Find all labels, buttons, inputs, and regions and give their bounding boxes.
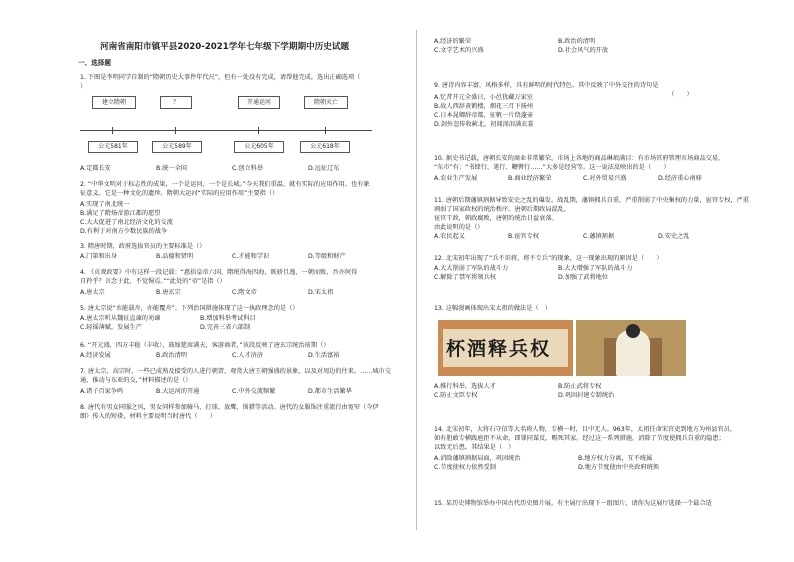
q8-option-b: B.政治的清明: [558, 38, 596, 45]
q2-option-a: A.实现了南北统一: [80, 201, 130, 208]
q6-option-c: C.人才济济: [232, 352, 264, 359]
q1-line1: 1. 下图是李明同学自制的“隋朝历史大事件年代尺”，但有一处没有完成，请帮他完成，选出正确选项（: [80, 74, 361, 81]
q9-option-b: B.故人西辞黄鹤楼，烟花三月下扬州: [434, 103, 534, 110]
section-heading: 一、选择题: [78, 59, 111, 67]
q11-option-b: B.宦官专权: [508, 233, 539, 240]
q11-line4: 由此说明的是（）: [434, 224, 484, 231]
q14-option-c: C.节度使权力依然受制: [434, 464, 496, 471]
timeline-axis: [80, 130, 372, 131]
exam-title: 河南省南阳市镇平县2020-2021学年七年级下学期期中历史试题: [100, 42, 350, 52]
q3-option-b: B.品德和贤明: [156, 253, 194, 260]
q7-line1: 7. 唐太宗、高宗时，一些已成熟及接受的人进行朝贺，观赏大唐王朝强盛的景象，以及对周边的往来。……城市交: [80, 368, 392, 375]
q2-option-c: C.大大促进了南北经济文化的交流: [80, 219, 173, 226]
timeline-year-2: 公元589年: [152, 141, 202, 153]
q7-option-b: B.大运河的开通: [156, 388, 200, 395]
q9-option-d: D.剑外忽传收蓟北，初闻涕泪满衣裳: [434, 121, 534, 128]
q7-option-a: A.诸子百家争鸣: [80, 388, 124, 395]
q12-option-a: A.大大削弱了军队的战斗力: [434, 265, 509, 272]
q10-line1: 10. 据史书记载，唐朝长安的商业非常繁荣，市场上各地的商品琳琅满目：有市场官府管理市场商品交易，: [434, 155, 725, 162]
q1-line2: ）: [80, 83, 87, 90]
timeline-tick: [325, 127, 326, 134]
q14-option-b: B.地方权力分离，互不统属: [578, 455, 653, 462]
banner-text: 杯酒释兵权: [446, 338, 552, 360]
q10-option-c: C.对外贸易兴盛: [583, 175, 627, 182]
q3-option-d: D.等级和财产: [308, 253, 346, 260]
timeline-box-3: 开通运河: [238, 96, 280, 109]
q11-line3: 宦官干政，朝政腐败，唐朝的统治日益衰落。: [434, 215, 558, 222]
timeline-year-4: 公元618年: [300, 141, 350, 153]
q5-option-c: C.轻徭薄赋，发展生产: [80, 324, 142, 331]
q12-option-c: C.解除了禁军将领兵权: [434, 274, 496, 281]
q8-option-d: D.社会风气的开放: [558, 47, 609, 54]
timeline-box-2: ？: [160, 96, 192, 109]
q4-option-a: A.唐太宗: [80, 289, 105, 296]
q10-option-b: B.商业经济繁荣: [508, 175, 552, 182]
q7-line2: 通，推动与东亚的交，”材料描述的是（）: [80, 377, 192, 384]
q13-option-b: B.防止武将专权: [558, 383, 602, 390]
q11-option-a: A.农民起义: [434, 233, 465, 240]
column-divider: [416, 30, 417, 530]
q2-line2: 征意义。它是一种文化的遗珍。隋朝大运河“实际的应用作用”主要指（）: [80, 190, 279, 197]
q7-option-c: C.中外交流频繁: [232, 388, 276, 395]
q11-option-d: D.安史之乱: [658, 233, 690, 240]
q5-option-a: A.唐太宗听从魏征直谏的劝谏: [80, 315, 161, 322]
q10-option-d: D.经济重心南移: [658, 175, 702, 182]
portrait-head: [626, 324, 640, 338]
q8-line1: 8. 唐代有男女同服之风，男女同样参加骑马、打球、放鹰、围猎等活动。唐代的女服饰注重流行由宽窄（今伊: [80, 404, 379, 411]
q9-line2: （ ）: [668, 91, 693, 98]
q14-option-a: A.消除藩镇割据局面，巩固统治: [434, 455, 521, 462]
q12-option-b: B.大大增强了军队的战斗力: [558, 265, 633, 272]
right-column: [428, 0, 749, 562]
timeline-box-4: 隋朝灭亡: [304, 96, 348, 109]
q8-line2: 朗）传入的短褂，材料主要说明当时唐代（ ）: [80, 413, 217, 420]
q14-line1: 14. 北宋初年，大将石守信等大名将人物，专横一时，目中无人。963年，太祖任命宋官吏到地方为州县官员，: [434, 426, 737, 433]
q2-option-d: D.有利于对南方少数民族的战争: [80, 228, 168, 235]
q1-option-b: B.统一全国: [156, 165, 187, 172]
q13-text: 13. 这幅漫画体现出宋太祖的做法是（ ）: [434, 305, 551, 312]
q4-option-b: B.唐玄宗: [156, 289, 181, 296]
q15-text: 15. 某历史博物馆举办中国古代历史图片展，有主展厅出现下一组图片，请你为这展厅选择一个最合适: [434, 500, 712, 507]
q14-line3: 以致无后患。其结果是（ ）: [434, 444, 515, 451]
q2-line1: 2. “中华文明对于标志性的成果，一个是运河，一个是长城。”今天我们重温，就有实际的应用作用。也有象: [80, 181, 370, 188]
q6-option-d: D.生活富裕: [308, 352, 340, 359]
q12-text: 12. 北宋初年出现了“兵不识将，将不专兵”的现象，这一现象出现的原因是（ ）: [434, 255, 663, 262]
q3-option-c: C.才能和学识: [232, 253, 270, 260]
emperor-portrait-image: [576, 320, 686, 376]
timeline-tick: [112, 127, 113, 134]
q4-line2: 自矜乎？言念于此，不觉惕焉。”“此处的”帝”是指（）: [80, 278, 226, 285]
q11-line1: 11. 唐朝后期藩镇割据导致安史之乱的爆发。战乱期，藩镇拥兵自重，严重削弱了中央集权的力量，宦官专权，严重: [434, 197, 749, 204]
q4-option-d: D.宋太祖: [308, 289, 334, 296]
q5-text: 5. 唐太宗说“水能载舟，亦能覆舟”。下列治国措施体现了这一执政理念的是（）: [80, 305, 299, 312]
q9-option-c: C.日本晁卿辞帝都，征帆一片绕蓬壶: [434, 112, 534, 119]
q8-option-a: A.经济的繁荣: [434, 38, 472, 45]
q7-option-d: D.都市生活繁华: [308, 388, 352, 395]
q10-option-a: A.农业生产发展: [434, 175, 478, 182]
q13-option-c: C.防止文臣专权: [434, 392, 478, 399]
timeline-box-1: 建立隋朝: [92, 96, 136, 109]
q11-option-c: C.藩镇割据: [583, 233, 615, 240]
q13-option-d: D.巩固封建专制统治: [558, 392, 615, 399]
q5-option-b: B.增加科举考试科目: [200, 315, 256, 322]
q5-option-d: D.完善三省六部制: [200, 324, 251, 331]
q1-option-c: C.创立科举: [232, 165, 264, 172]
q3-text: 3. 隋唐时期，政府选拔官员的主要标准是（）: [80, 243, 206, 250]
q6-option-a: A.经济发展: [80, 352, 111, 359]
q8-option-c: C.文学艺术的兴盛: [434, 47, 484, 54]
q4-line1: 4. 《贞观政要》中有这样一段记载：“惠拾皇帝六国，隋统得海四海，既骄且逸，一朝而败，吾亦何得: [80, 269, 358, 276]
timeline-tick: [175, 127, 176, 134]
timeline-year-1: 公元581年: [88, 141, 138, 153]
q12-option-d: D.加强了武将地位: [558, 274, 609, 281]
q6-text: 6. “开元盛，四方丰稔（丰收），鼓嫁筵席满天，客游商者，”该段反映了唐玄宗统治前期（）: [80, 342, 330, 349]
q6-option-b: B.政治清明: [156, 352, 187, 359]
q14-option-d: D.地方节度使由中央政府统领: [578, 464, 659, 471]
q3-option-a: A.门第和出身: [80, 253, 118, 260]
q10-line2: “东市”有：“书肆行、笔行、鞭辔行……”大多是经营等。这一说法反映出的是（ ）: [434, 164, 670, 171]
q4-option-c: C.隋文帝: [232, 289, 257, 296]
q1-option-d: D.远征辽东: [308, 165, 340, 172]
timeline-year-3: 公元605年: [234, 141, 284, 153]
timeline-tick: [258, 127, 259, 134]
q1-option-a: A.定都长安: [80, 165, 111, 172]
left-column: [70, 0, 406, 562]
banner-image: [438, 320, 573, 376]
q14-line2: 如有胆敢专横跋扈拒不从命，即罪同谋反，赐死其家。经过这一系列措施，消除了节度使拥兵自重的隐患；: [434, 435, 725, 442]
q11-line2: 割弱了国家政权的统治秩序。唐朝后期政局混乱，: [434, 206, 571, 213]
q2-option-b: B.满足了隋炀帝游江都的愿望: [80, 210, 161, 217]
q13-option-a: A.推行科举，选拔人才: [434, 383, 496, 390]
q9-line1: 9. 唐诗内容丰富，风格多样，具有鲜明的时代特色。其中反映了中外交往的诗句是: [434, 82, 659, 89]
q9-option-a: A.忆昔开元全盛日，小邑犹藏万家室: [434, 94, 533, 101]
